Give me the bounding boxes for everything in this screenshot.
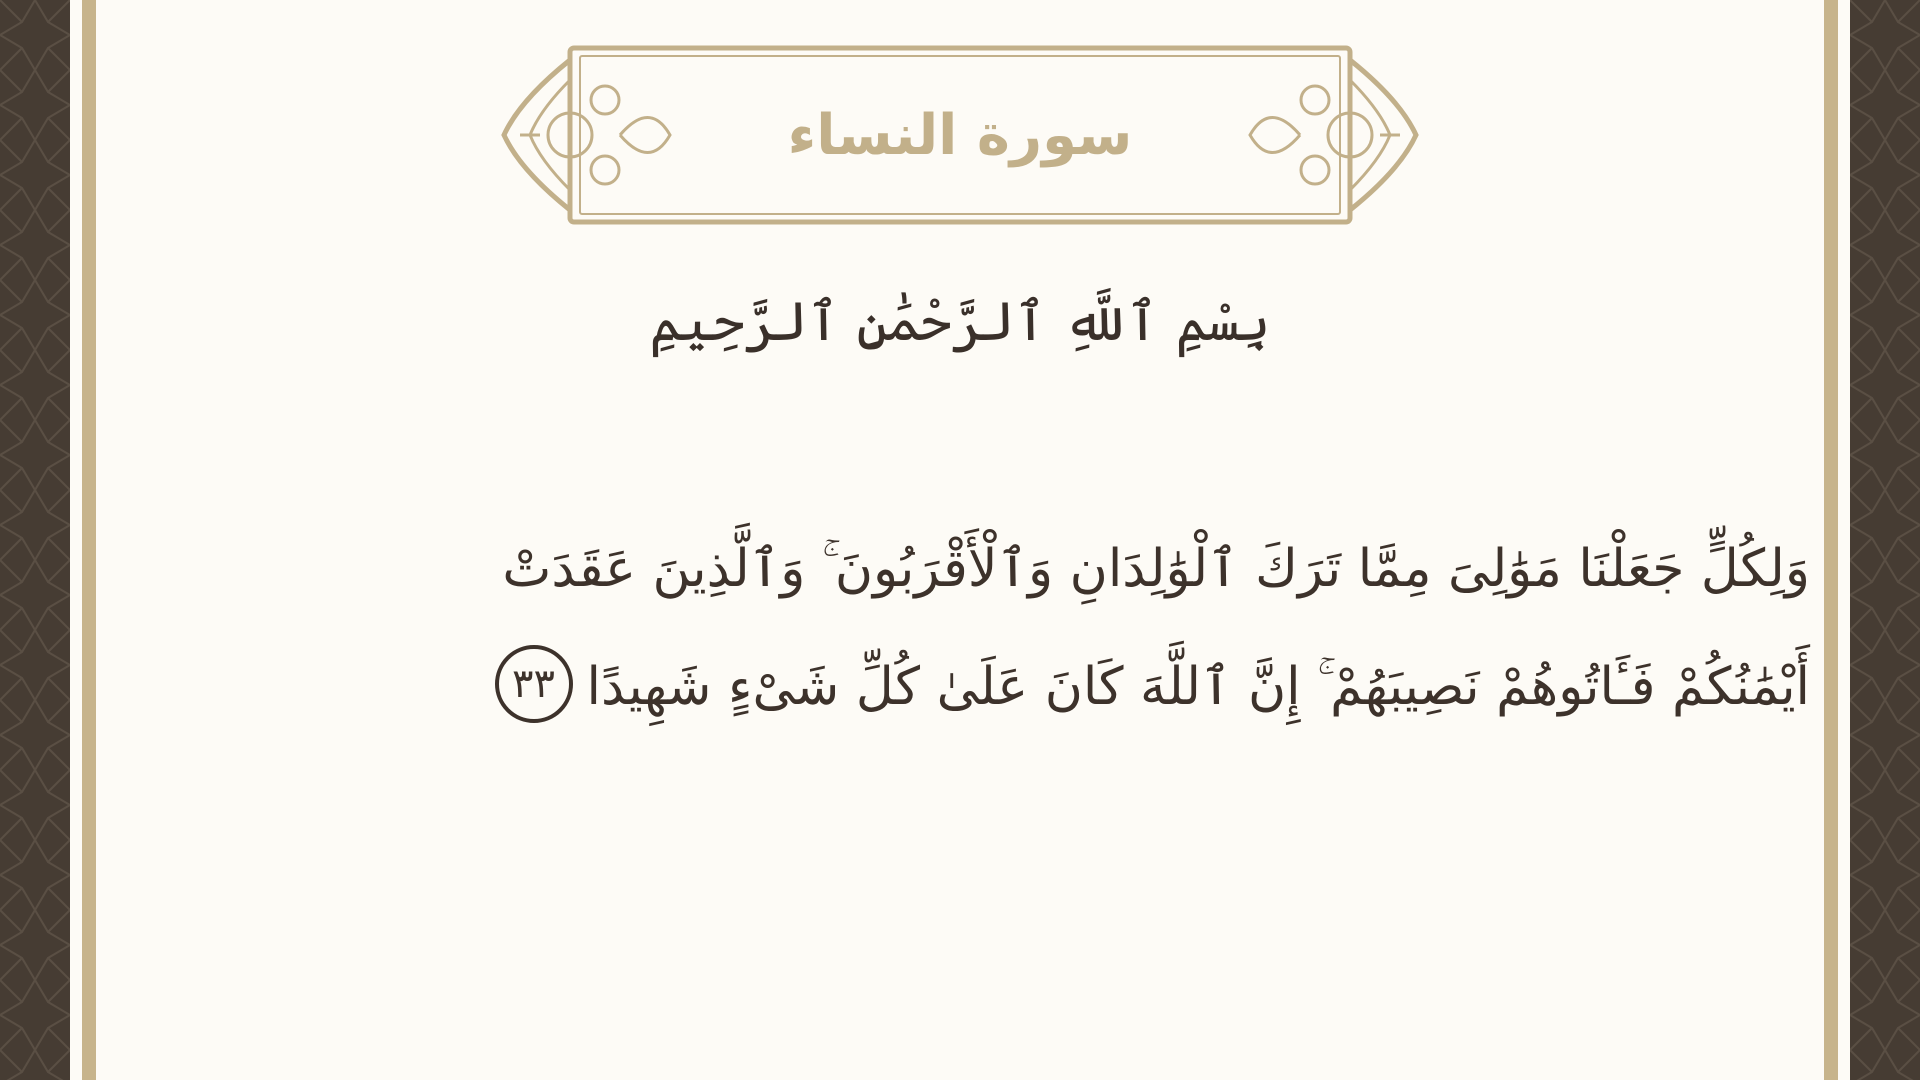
geometric-pattern-icon <box>0 0 70 1080</box>
surah-title-frame <box>500 40 1420 230</box>
verse-text <box>270 510 1810 746</box>
right-ornament-panel <box>1850 0 1920 1080</box>
right-gold-border <box>1824 0 1838 1080</box>
verse-line-1: وَلِكُلٍّ جَعَلْنَا مَوَٰلِىَ مِمَّا تَرَكَ ٱلْوَٰلِدَانِ وَٱلْأَقْرَبُونَ ۚ وَٱلَّذِينَ عَقَدَتْ <box>502 539 1810 599</box>
left-ornament-panel <box>0 0 70 1080</box>
geometric-pattern-icon <box>1850 0 1920 1080</box>
surah-title: سورة النساء <box>787 102 1133 168</box>
left-gold-border <box>82 0 96 1080</box>
basmala: بِسْمِ ٱللَّهِ ٱلرَّحْمَٰنِ ٱلرَّحِيمِ <box>649 290 1271 353</box>
verse-line-2 <box>270 628 1810 746</box>
ayah-number-marker: ٣٣ <box>495 645 573 723</box>
verse-line-2-text: أَيْمَٰنُكُمْ فَـَٔاتُوهُمْ نَصِيبَهُمْ ۚ إِنَّ ٱللَّهَ كَانَ عَلَىٰ كُلِّ شَىْءٍ شَهِيدًا <box>586 657 1810 717</box>
